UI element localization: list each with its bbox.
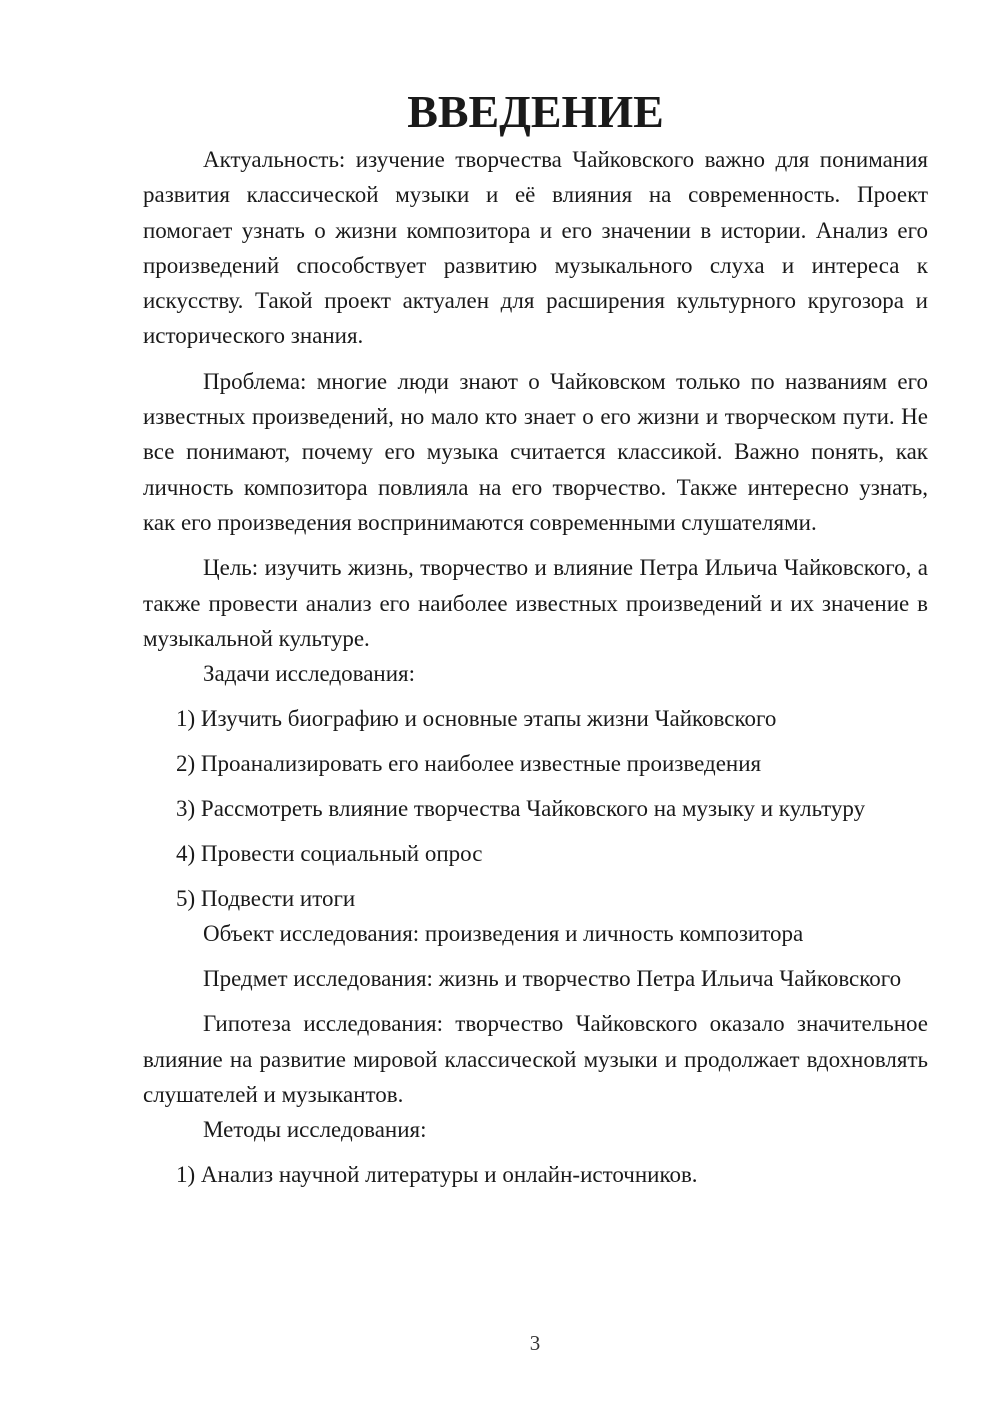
section-title: ВВЕДЕНИЕ [407,86,664,137]
tasks-list [143,701,928,916]
object-paragraph: Объект исследования: произведения и личность композитора [203,921,804,947]
page-content [143,86,928,1192]
list-item: 4) Провести социальный опрос [176,841,483,867]
goal-paragraph: Цель: изучить жизнь, творчество и влияние Петра Ильича Чайковского, а также провести анализ его наиболее известных произведений и их значение в музыкальной культуре. [143,555,928,651]
methods-list [143,1157,928,1192]
list-item: 2) Проанализировать его наиболее известные произведения [176,751,762,777]
list-item: 1) Анализ научной литературы и онлайн-источников. [176,1162,698,1188]
subject-paragraph: Предмет исследования: жизнь и творчество Петра Ильича Чайковского [203,966,902,992]
problem-paragraph: Проблема: многие люди знают о Чайковском только по названиям его известных произведений, но мало кто знает о его жизни и творческом пути. Не все понимают, почему его музыка считается классикой. Важно понять, как личность композитора повлияла на его творчество. Также интересно узнать, как его произведения воспринимаются современными слушателями. [143,368,928,535]
list-item: 5) Подвести итоги [176,886,356,912]
list-item: 1) Изучить биографию и основные этапы жизни Чайковского [176,706,777,732]
methods-heading: Методы исследования: [203,1117,427,1143]
list-item: 3) Рассмотреть влияние творчества Чайковского на музыку и культуру [176,796,866,822]
relevance-paragraph: Актуальность: изучение творчества Чайковского важно для понимания развития классической музыки и её влияния на современность. Проект помогает узнать о жизни композитора и его значении в истории. Анализ его произведений способствует развитию музыкального слуха и интереса к искусству. Такой проект актуален для расширения культурного кругозора и исторического знания. [143,147,928,349]
tasks-heading: Задачи исследования: [203,661,416,687]
hypothesis-paragraph: Гипотеза исследования: творчество Чайковского оказало значительное влияние на развитие мировой классической музыки и продолжает вдохновлять слушателей и музыкантов. [143,1011,928,1108]
page-number: 3 [529,1331,541,1355]
